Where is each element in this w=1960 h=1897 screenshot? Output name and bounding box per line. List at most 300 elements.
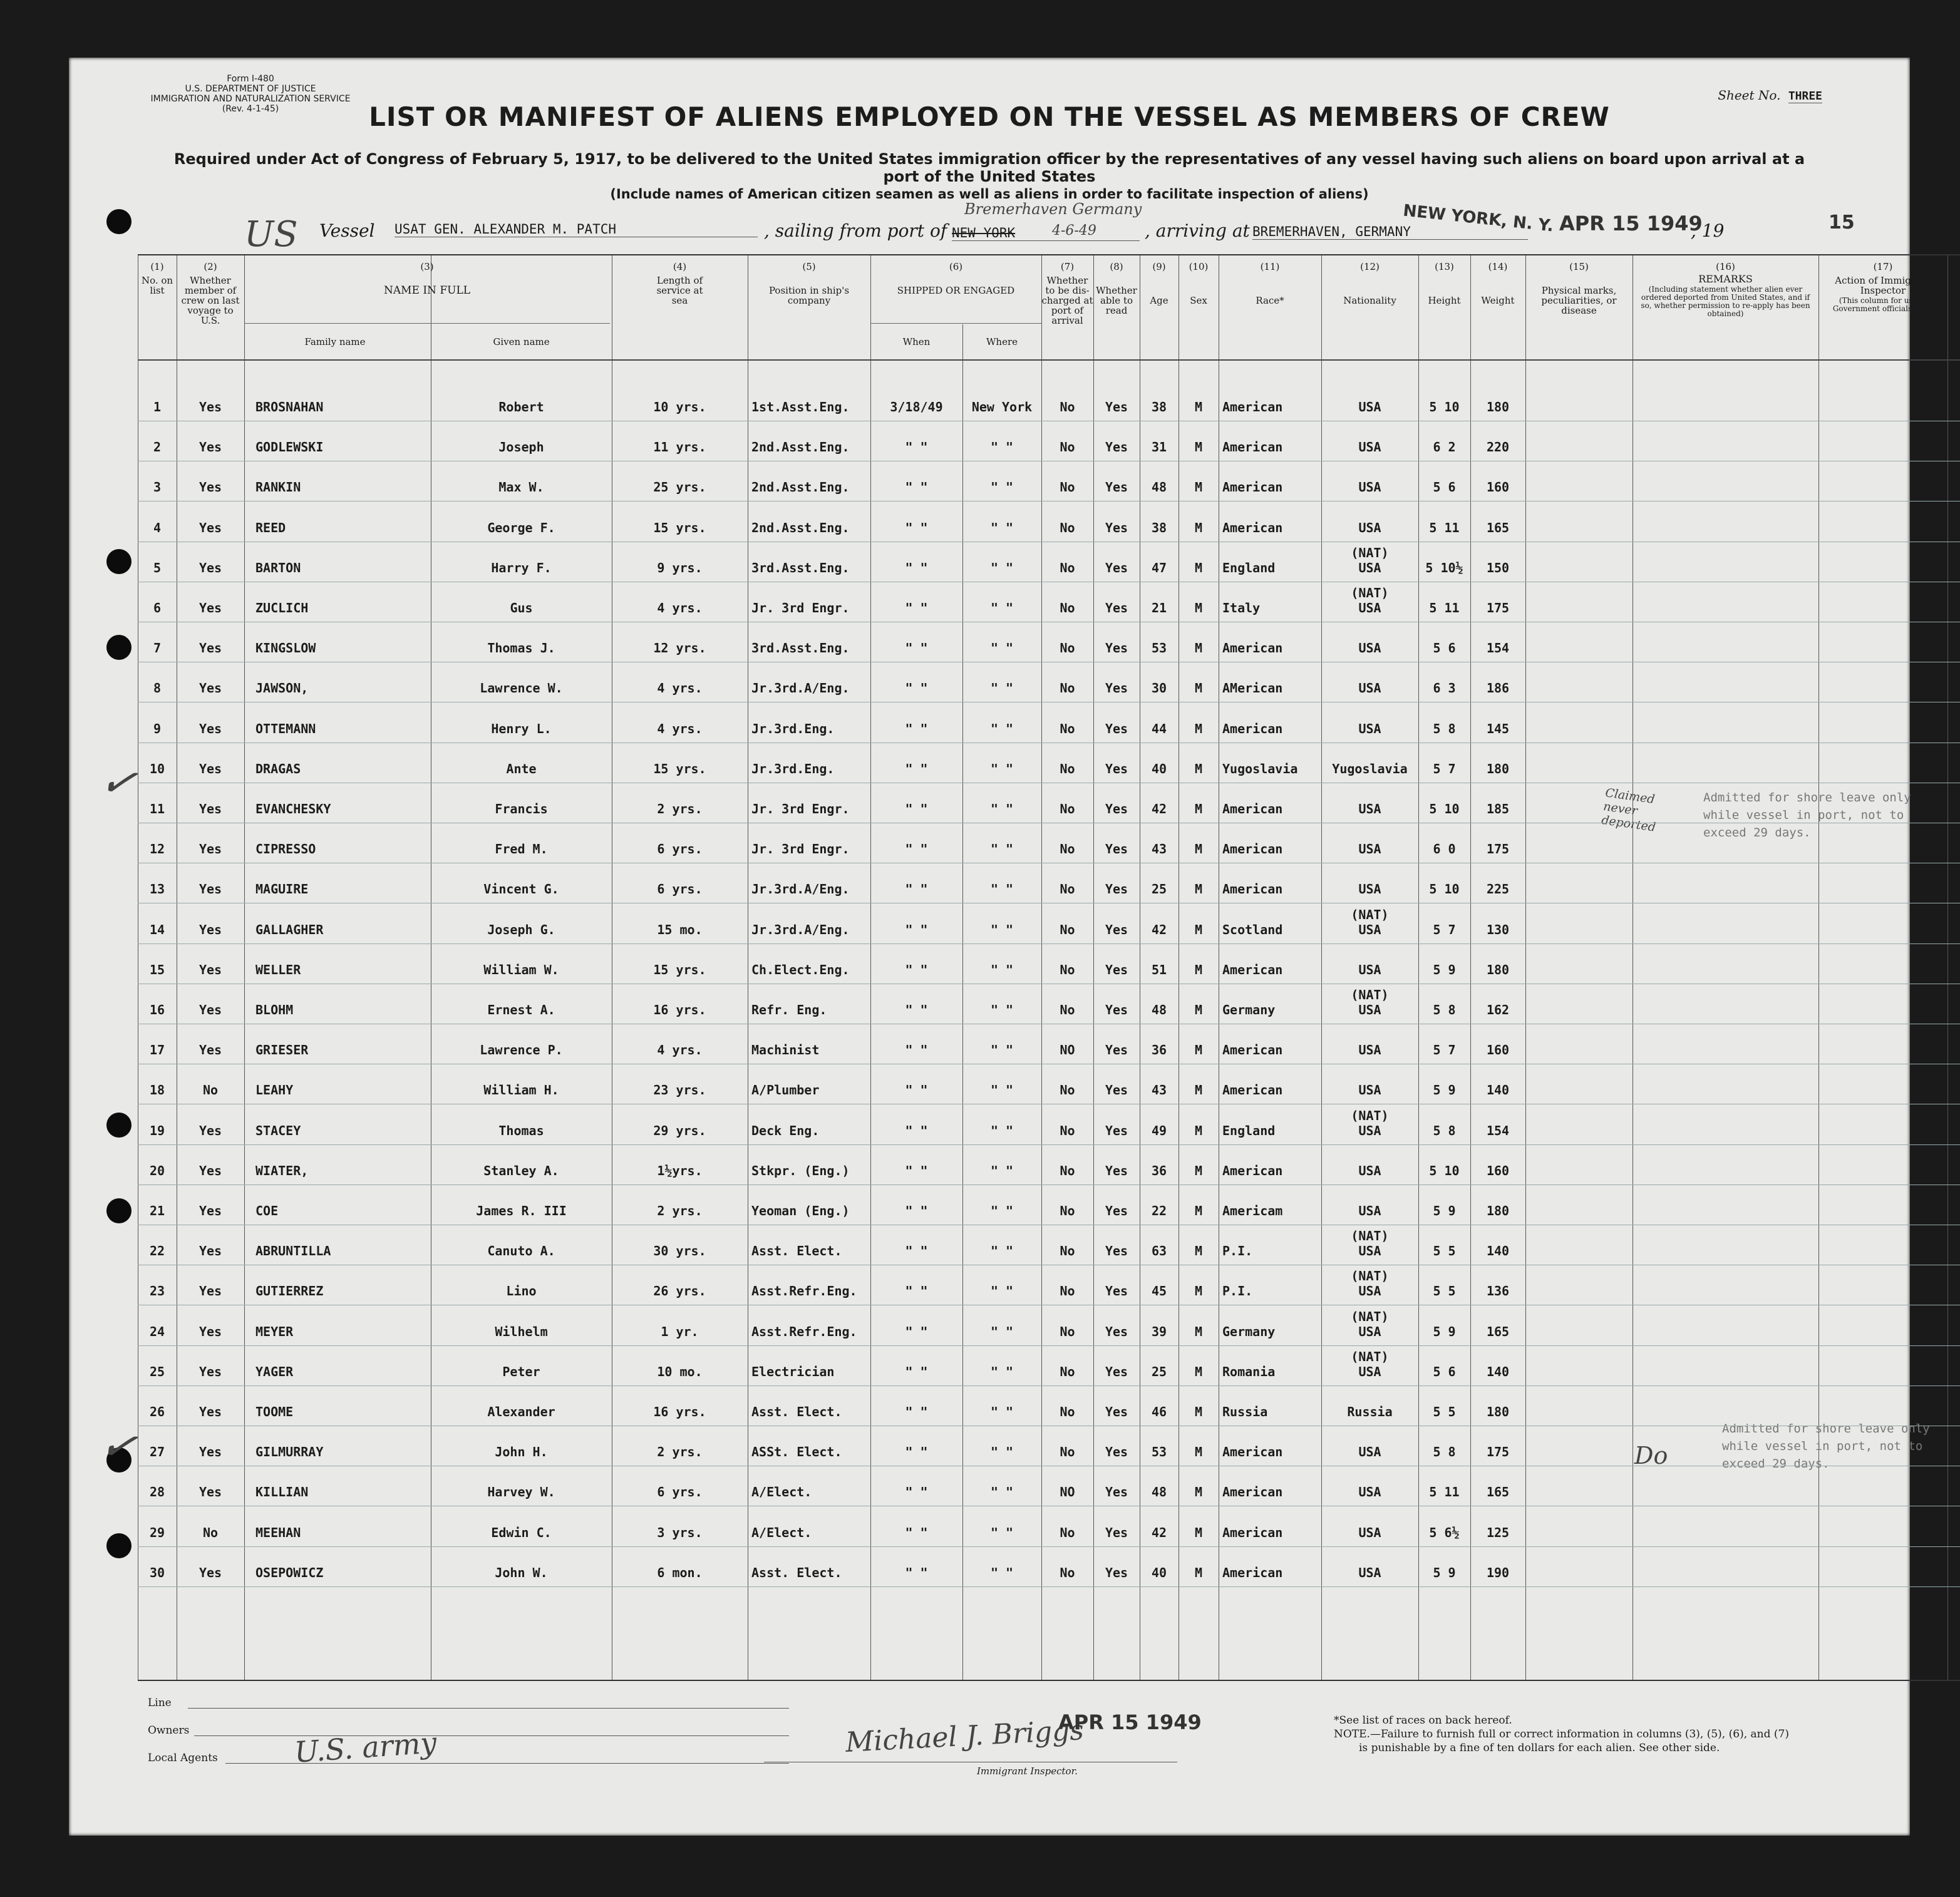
cell-able-to-read: Yes bbox=[1105, 640, 1128, 656]
cell-length-of-service: 12 yrs. bbox=[653, 640, 706, 656]
cell-family-name: TOOME bbox=[255, 1404, 294, 1419]
cell-nationality: USA bbox=[1358, 1283, 1381, 1299]
cell-last-voyage: Yes bbox=[199, 761, 222, 776]
cell-engaged-where: " " bbox=[990, 1484, 1014, 1500]
cell-discharged: No bbox=[1060, 761, 1075, 776]
cell-race: Yugoslavia bbox=[1222, 761, 1298, 776]
local-agents-label: Local Agents bbox=[148, 1752, 218, 1764]
cell-sex: M bbox=[1194, 1565, 1203, 1580]
col-header-height: (13) Height bbox=[1428, 261, 1461, 306]
cell-position: 2nd.Asst.Eng. bbox=[751, 520, 850, 535]
cell-sex: M bbox=[1194, 399, 1203, 414]
cell-last-voyage: Yes bbox=[199, 600, 222, 615]
cell-age: 25 bbox=[1151, 1364, 1167, 1379]
cell-discharged: No bbox=[1060, 1444, 1075, 1460]
cell-row-number: 26 bbox=[149, 1404, 165, 1419]
cell-discharged: No bbox=[1060, 962, 1075, 977]
cell-engaged-where: " " bbox=[990, 440, 1014, 455]
cell-discharged: No bbox=[1060, 560, 1075, 575]
cell-height: 5 8 bbox=[1433, 721, 1456, 736]
cell-position: Asst. Elect. bbox=[751, 1243, 842, 1259]
form-revision: (Rev. 4-1-45) bbox=[222, 104, 279, 114]
cell-race: P.I. bbox=[1222, 1243, 1253, 1259]
cell-last-voyage: Yes bbox=[199, 801, 222, 816]
cell-engaged-when: " " bbox=[905, 1364, 928, 1379]
cell-family-name: MEYER bbox=[255, 1324, 294, 1339]
cell-engaged-when: " " bbox=[905, 1404, 928, 1419]
col-header-weight: (14) Weight bbox=[1481, 261, 1515, 306]
cell-age: 40 bbox=[1151, 1565, 1167, 1580]
cell-sex: M bbox=[1194, 1203, 1203, 1218]
cell-weight: 125 bbox=[1486, 1524, 1510, 1540]
cell-engaged-where: " " bbox=[990, 922, 1014, 937]
cell-sex: M bbox=[1194, 640, 1203, 656]
cell-able-to-read: Yes bbox=[1105, 1324, 1128, 1339]
cell-able-to-read: Yes bbox=[1105, 681, 1128, 696]
cell-row-number: 4 bbox=[153, 520, 162, 535]
cell-family-name: WELLER bbox=[255, 962, 301, 977]
row-rule bbox=[138, 1586, 1960, 1587]
cell-sex: M bbox=[1194, 1524, 1203, 1540]
cell-sex: M bbox=[1194, 1042, 1203, 1058]
cell-discharged: No bbox=[1060, 1404, 1075, 1419]
cell-length-of-service: 4 yrs. bbox=[657, 1042, 703, 1058]
cell-position: Jr.3rd.Eng. bbox=[751, 761, 835, 776]
col-header-read: (8) Whether able to read bbox=[1096, 261, 1137, 316]
cell-race: England bbox=[1222, 1123, 1276, 1138]
cell-age: 42 bbox=[1151, 922, 1167, 937]
binder-hole bbox=[106, 209, 132, 234]
cell-position: Machinist bbox=[751, 1042, 820, 1058]
inspector-signature: Michael J. Briggs bbox=[844, 1714, 1085, 1759]
page-subtitle bbox=[169, 150, 1810, 203]
col-header-shipped: (6) SHIPPED OR ENGAGED bbox=[897, 261, 1015, 296]
cell-weight: 165 bbox=[1486, 1324, 1510, 1339]
cell-nationality: USA bbox=[1358, 1082, 1381, 1098]
cell-family-name: MEEHAN bbox=[255, 1524, 301, 1540]
cell-naturalized-note: (NAT) bbox=[1351, 907, 1389, 922]
cell-last-voyage: Yes bbox=[199, 1404, 222, 1419]
cell-sex: M bbox=[1194, 882, 1203, 897]
cell-nationality: USA bbox=[1358, 1243, 1381, 1259]
cell-engaged-when: " " bbox=[905, 1163, 928, 1178]
cell-race: Romania bbox=[1222, 1364, 1276, 1379]
cell-family-name: GILMURRAY bbox=[255, 1444, 324, 1460]
cell-nationality: USA bbox=[1358, 681, 1381, 696]
cell-given-name: Canuto A. bbox=[487, 1243, 555, 1259]
manifest-sheet bbox=[69, 58, 1934, 1836]
cell-given-name: Ernest A. bbox=[487, 1002, 555, 1017]
row-rule bbox=[138, 1345, 1960, 1346]
cell-family-name: GALLAGHER bbox=[255, 922, 324, 937]
cell-length-of-service: 2 yrs. bbox=[657, 1444, 703, 1460]
cell-row-number: 27 bbox=[149, 1444, 165, 1460]
remark-row-26: Admitted for shore leave only while vessel in port, not to exceed 29 days. bbox=[1722, 1422, 1930, 1471]
cell-race: American bbox=[1222, 1444, 1283, 1460]
cell-race: American bbox=[1222, 520, 1283, 535]
cell-race: Germany bbox=[1222, 1324, 1276, 1339]
cell-given-name: Lawrence W. bbox=[480, 681, 563, 696]
subtitle-line-2: port of the United States bbox=[883, 168, 1096, 185]
cell-naturalized-note: (NAT) bbox=[1351, 585, 1389, 600]
cell-height: 5 10 bbox=[1429, 882, 1460, 897]
cell-engaged-when: " " bbox=[905, 962, 928, 977]
cell-last-voyage: Yes bbox=[199, 1042, 222, 1058]
cell-age: 42 bbox=[1151, 801, 1167, 816]
cell-given-name: Harvey W. bbox=[487, 1484, 555, 1500]
arriving-label: , arriving at bbox=[1145, 220, 1250, 241]
col-header-service: (4) Length of service at sea bbox=[656, 261, 703, 306]
cell-length-of-service: 15 yrs. bbox=[653, 962, 706, 977]
cell-last-voyage: Yes bbox=[199, 922, 222, 937]
cell-race: American bbox=[1222, 801, 1283, 816]
cell-height: 6 2 bbox=[1433, 440, 1456, 455]
cell-given-name: Gus bbox=[510, 600, 533, 615]
cell-engaged-where: " " bbox=[990, 1082, 1014, 1098]
row-rule bbox=[138, 943, 1960, 944]
row-rule bbox=[138, 1144, 1960, 1145]
cell-family-name: ZUCLICH bbox=[255, 600, 309, 615]
cell-engaged-when: " " bbox=[905, 801, 928, 816]
inspector-label: Immigrant Inspector. bbox=[977, 1766, 1078, 1777]
cell-last-voyage: No bbox=[202, 1082, 219, 1098]
cell-row-number: 29 bbox=[149, 1524, 165, 1540]
cell-height: 5 6 bbox=[1433, 640, 1456, 656]
cell-discharged: No bbox=[1060, 721, 1075, 736]
cell-position: Jr. 3rd Engr. bbox=[751, 600, 850, 615]
cell-engaged-where: " " bbox=[990, 640, 1014, 656]
col-header-discharged: (7) Whether to be dis-charged at port of arrival bbox=[1041, 261, 1093, 326]
cell-row-number: 21 bbox=[149, 1203, 165, 1218]
cell-row-number: 12 bbox=[149, 841, 165, 857]
cell-race: England bbox=[1222, 560, 1276, 575]
cell-last-voyage: Yes bbox=[199, 1484, 222, 1500]
cell-given-name: Harry F. bbox=[491, 560, 552, 575]
cell-race: American bbox=[1222, 1163, 1283, 1178]
cell-nationality: USA bbox=[1358, 440, 1381, 455]
cell-family-name: KILLIAN bbox=[255, 1484, 309, 1500]
cell-engaged-where: " " bbox=[990, 841, 1014, 857]
cell-height: 5 9 bbox=[1433, 1082, 1456, 1098]
remark-row-10-handwritten: Claimed never deported bbox=[1601, 786, 1657, 835]
cell-last-voyage: Yes bbox=[199, 1565, 222, 1580]
cell-able-to-read: Yes bbox=[1105, 761, 1128, 776]
cell-row-number: 20 bbox=[149, 1163, 165, 1178]
cell-discharged: No bbox=[1060, 681, 1075, 696]
cell-nationality: USA bbox=[1358, 1002, 1381, 1017]
vessel-name: USAT GEN. ALEXANDER M. PATCH bbox=[395, 222, 758, 237]
cell-family-name: GUTIERREZ bbox=[255, 1283, 324, 1299]
cell-sex: M bbox=[1194, 480, 1203, 495]
subtitle-line-1: Required under Act of Congress of February 5, 1917, to be delivered to the United States immigration officer by the representatives of any vessel having such aliens on board upon arrival at a bbox=[173, 150, 1805, 168]
cell-race: Germany bbox=[1222, 1002, 1276, 1017]
cell-sex: M bbox=[1194, 962, 1203, 977]
cell-weight: 150 bbox=[1486, 560, 1510, 575]
cell-sex: M bbox=[1194, 1243, 1203, 1259]
cell-given-name: William H. bbox=[483, 1082, 559, 1098]
cell-position: Deck Eng. bbox=[751, 1123, 820, 1138]
cell-row-number: 14 bbox=[149, 922, 165, 937]
cell-able-to-read: Yes bbox=[1105, 520, 1128, 535]
cell-weight: 180 bbox=[1486, 761, 1510, 776]
owners-label: Owners bbox=[148, 1724, 190, 1737]
cell-engaged-where: " " bbox=[990, 600, 1014, 615]
owners-underline bbox=[194, 1735, 789, 1736]
cell-sex: M bbox=[1194, 1002, 1203, 1017]
flag-handwritten: US bbox=[244, 214, 298, 255]
cell-nationality: USA bbox=[1358, 1324, 1381, 1339]
cell-engaged-when: " " bbox=[905, 1123, 928, 1138]
cell-row-number: 2 bbox=[153, 440, 162, 455]
cell-row-number: 6 bbox=[153, 600, 162, 615]
cell-sex: M bbox=[1194, 440, 1203, 455]
cell-row-number: 8 bbox=[153, 681, 162, 696]
cell-weight: 160 bbox=[1486, 480, 1510, 495]
sheet-number-value: THREE bbox=[1788, 90, 1822, 103]
cell-given-name: Wilhelm bbox=[495, 1324, 548, 1339]
cell-weight: 180 bbox=[1486, 1404, 1510, 1419]
cell-row-number: 23 bbox=[149, 1283, 165, 1299]
cell-able-to-read: Yes bbox=[1105, 1203, 1128, 1218]
cell-weight: 180 bbox=[1486, 962, 1510, 977]
cell-discharged: No bbox=[1060, 1243, 1075, 1259]
cell-engaged-where: " " bbox=[990, 1163, 1014, 1178]
form-department: U.S. DEPARTMENT OF JUSTICE bbox=[185, 84, 316, 94]
cell-given-name: Max W. bbox=[498, 480, 544, 495]
cell-length-of-service: 26 yrs. bbox=[653, 1283, 706, 1299]
cell-family-name: REED bbox=[255, 520, 286, 535]
cell-nationality: USA bbox=[1358, 1123, 1381, 1138]
cell-able-to-read: Yes bbox=[1105, 1123, 1128, 1138]
cell-family-name: OTTEMANN bbox=[255, 721, 316, 736]
cell-nationality: Russia bbox=[1347, 1404, 1393, 1419]
cell-height: 5 8 bbox=[1433, 1444, 1456, 1460]
cell-length-of-service: 15 yrs. bbox=[653, 761, 706, 776]
cell-able-to-read: Yes bbox=[1105, 480, 1128, 495]
cell-height: 5 11 bbox=[1429, 1484, 1460, 1500]
binder-hole bbox=[106, 1533, 132, 1558]
cell-sex: M bbox=[1194, 1444, 1203, 1460]
cell-weight: 180 bbox=[1486, 399, 1510, 414]
cell-last-voyage: Yes bbox=[199, 440, 222, 455]
sheet-number-label: Sheet No. bbox=[1718, 88, 1781, 103]
cell-able-to-read: Yes bbox=[1105, 600, 1128, 615]
cell-weight: 140 bbox=[1486, 1082, 1510, 1098]
cell-weight: 140 bbox=[1486, 1243, 1510, 1259]
cell-position: 1st.Asst.Eng. bbox=[751, 399, 850, 414]
cell-race: Russia bbox=[1222, 1404, 1268, 1419]
cell-nationality: USA bbox=[1358, 1484, 1381, 1500]
cell-naturalized-note: (NAT) bbox=[1351, 1108, 1389, 1123]
cell-able-to-read: Yes bbox=[1105, 1042, 1128, 1058]
cell-position: Yeoman (Eng.) bbox=[751, 1203, 850, 1218]
cell-row-number: 18 bbox=[149, 1082, 165, 1098]
cell-discharged: NO bbox=[1060, 1484, 1075, 1500]
cell-given-name: Francis bbox=[495, 801, 548, 816]
cell-length-of-service: 2 yrs. bbox=[657, 1203, 703, 1218]
cell-engaged-where: " " bbox=[990, 962, 1014, 977]
binder-hole bbox=[106, 549, 132, 574]
cell-age: 46 bbox=[1151, 1404, 1167, 1419]
cell-length-of-service: 15 mo. bbox=[657, 922, 703, 937]
sailing-label: , sailing from port of bbox=[764, 220, 947, 241]
cell-last-voyage: Yes bbox=[199, 841, 222, 857]
cell-last-voyage: Yes bbox=[199, 962, 222, 977]
cell-nationality: USA bbox=[1358, 1524, 1381, 1540]
cell-weight: 140 bbox=[1486, 1364, 1510, 1379]
cell-sex: M bbox=[1194, 1283, 1203, 1299]
cell-sex: M bbox=[1194, 520, 1203, 535]
cell-naturalized-note: (NAT) bbox=[1351, 1268, 1389, 1284]
cell-age: 51 bbox=[1151, 962, 1167, 977]
sailing-port-struck: NEW YORK bbox=[952, 225, 1140, 241]
sailing-port-handwritten: Bremerhaven Germany bbox=[964, 200, 1142, 218]
col-header-nationality: (12) Nationality bbox=[1343, 261, 1396, 306]
cell-nationality: USA bbox=[1358, 1444, 1381, 1460]
cell-length-of-service: 25 yrs. bbox=[653, 480, 706, 495]
cell-sex: M bbox=[1194, 761, 1203, 776]
cell-race: American bbox=[1222, 480, 1283, 495]
cell-able-to-read: Yes bbox=[1105, 801, 1128, 816]
local-agents-handwritten: U.S. army bbox=[293, 1725, 438, 1769]
cell-race: American bbox=[1222, 1524, 1283, 1540]
cell-length-of-service: 29 yrs. bbox=[653, 1123, 706, 1138]
cell-given-name: Joseph G. bbox=[487, 922, 555, 937]
cell-age: 36 bbox=[1151, 1163, 1167, 1178]
cell-engaged-when: " " bbox=[905, 480, 928, 495]
cell-given-name: Edwin C. bbox=[491, 1524, 552, 1540]
cell-able-to-read: Yes bbox=[1105, 1565, 1128, 1580]
cell-able-to-read: Yes bbox=[1105, 1524, 1128, 1540]
cell-engaged-where: " " bbox=[990, 480, 1014, 495]
line-underline bbox=[188, 1708, 789, 1709]
check-mark-icon: ✓ bbox=[95, 753, 142, 811]
cell-weight: 220 bbox=[1486, 440, 1510, 455]
cell-sex: M bbox=[1194, 1163, 1203, 1178]
cell-nationality: Yugoslavia bbox=[1332, 761, 1408, 776]
cell-engaged-when: " " bbox=[905, 1042, 928, 1058]
cell-last-voyage: Yes bbox=[199, 882, 222, 897]
cell-last-voyage: Yes bbox=[199, 1163, 222, 1178]
cell-length-of-service: 6 mon. bbox=[657, 1565, 703, 1580]
cell-length-of-service: 2 yrs. bbox=[657, 801, 703, 816]
cell-engaged-where: " " bbox=[990, 1364, 1014, 1379]
cell-weight: 225 bbox=[1486, 882, 1510, 897]
cell-family-name: BARTON bbox=[255, 560, 301, 575]
cell-discharged: No bbox=[1060, 841, 1075, 857]
cell-race: AMerican bbox=[1222, 681, 1283, 696]
cell-able-to-read: Yes bbox=[1105, 1163, 1128, 1178]
cell-age: 40 bbox=[1151, 761, 1167, 776]
col-header-race: (11) Race* bbox=[1256, 261, 1284, 306]
cell-length-of-service: 1 yr. bbox=[661, 1324, 699, 1339]
cell-nationality: USA bbox=[1358, 399, 1381, 414]
cell-race: American bbox=[1222, 841, 1283, 857]
cell-age: 43 bbox=[1151, 1082, 1167, 1098]
cell-length-of-service: 10 mo. bbox=[657, 1364, 703, 1379]
cell-nationality: USA bbox=[1358, 841, 1381, 857]
cell-sex: M bbox=[1194, 721, 1203, 736]
cell-engaged-where: " " bbox=[990, 1324, 1014, 1339]
cell-engaged-where: " " bbox=[990, 560, 1014, 575]
cell-able-to-read: Yes bbox=[1105, 1082, 1128, 1098]
cell-naturalized-note: (NAT) bbox=[1351, 1349, 1389, 1364]
cell-able-to-read: Yes bbox=[1105, 560, 1128, 575]
cell-length-of-service: 4 yrs. bbox=[657, 681, 703, 696]
cell-able-to-read: Yes bbox=[1105, 1002, 1128, 1017]
cell-height: 5 8 bbox=[1433, 1123, 1456, 1138]
page-title: LIST OR MANIFEST OF ALIENS EMPLOYED ON THE VESSEL AS MEMBERS OF CREW bbox=[369, 101, 1610, 132]
cell-given-name: William W. bbox=[483, 962, 559, 977]
cell-naturalized-note: (NAT) bbox=[1351, 545, 1389, 560]
cell-given-name: Joseph bbox=[498, 440, 544, 455]
cell-engaged-when: " " bbox=[905, 1324, 928, 1339]
sailing-date-handwritten: 4-6-49 bbox=[1052, 223, 1096, 239]
cell-sex: M bbox=[1194, 801, 1203, 816]
cell-family-name: KINGSLOW bbox=[255, 640, 316, 656]
cell-weight: 186 bbox=[1486, 681, 1510, 696]
cell-position: 3rd.Asst.Eng. bbox=[751, 640, 850, 656]
cell-position: ASSt. Elect. bbox=[751, 1444, 842, 1460]
cell-height: 5 9 bbox=[1433, 962, 1456, 977]
cell-family-name: GRIESER bbox=[255, 1042, 309, 1058]
cell-row-number: 30 bbox=[149, 1565, 165, 1580]
cell-last-voyage: Yes bbox=[199, 1002, 222, 1017]
cell-discharged: No bbox=[1060, 1163, 1075, 1178]
cell-position: Jr.3rd.A/Eng. bbox=[751, 681, 850, 696]
cell-age: 53 bbox=[1151, 640, 1167, 656]
cell-able-to-read: Yes bbox=[1105, 1364, 1128, 1379]
cell-race: American bbox=[1222, 1565, 1283, 1580]
col-header-given-name: Given name bbox=[493, 336, 550, 347]
cell-length-of-service: 4 yrs. bbox=[657, 721, 703, 736]
cell-last-voyage: Yes bbox=[199, 399, 222, 414]
cell-engaged-where: " " bbox=[990, 1565, 1014, 1580]
cell-age: 44 bbox=[1151, 721, 1167, 736]
cell-position: Ch.Elect.Eng. bbox=[751, 962, 850, 977]
cell-height: 5 6½ bbox=[1429, 1524, 1460, 1540]
cell-able-to-read: Yes bbox=[1105, 922, 1128, 937]
cell-given-name: George F. bbox=[487, 520, 555, 535]
cell-given-name: Alexander bbox=[487, 1404, 555, 1419]
cell-family-name: GODLEWSKI bbox=[255, 440, 324, 455]
cell-engaged-when: " " bbox=[905, 560, 928, 575]
cell-race: Americam bbox=[1222, 1203, 1283, 1218]
cell-given-name: Thomas J. bbox=[487, 640, 555, 656]
col-header-when: When bbox=[902, 336, 931, 347]
cell-row-number: 10 bbox=[149, 761, 165, 776]
cell-weight: 165 bbox=[1486, 520, 1510, 535]
col-header-age: (9) Age bbox=[1150, 261, 1168, 306]
cell-discharged: No bbox=[1060, 1203, 1075, 1218]
cell-engaged-when: " " bbox=[905, 1444, 928, 1460]
cell-length-of-service: 15 yrs. bbox=[653, 520, 706, 535]
cell-engaged-where: " " bbox=[990, 1243, 1014, 1259]
cell-given-name: John H. bbox=[495, 1444, 548, 1460]
cell-age: 48 bbox=[1151, 480, 1167, 495]
cell-able-to-read: Yes bbox=[1105, 841, 1128, 857]
cell-family-name: ABRUNTILLA bbox=[255, 1243, 331, 1259]
cell-age: 49 bbox=[1151, 1123, 1167, 1138]
cell-last-voyage: Yes bbox=[199, 1243, 222, 1259]
cell-engaged-when: 3/18/49 bbox=[890, 399, 943, 414]
cell-given-name: Vincent G. bbox=[483, 882, 559, 897]
cell-discharged: No bbox=[1060, 1002, 1075, 1017]
cell-last-voyage: Yes bbox=[199, 520, 222, 535]
cell-engaged-where: " " bbox=[990, 721, 1014, 736]
vessel-label: Vessel bbox=[319, 220, 375, 241]
cell-age: 48 bbox=[1151, 1002, 1167, 1017]
